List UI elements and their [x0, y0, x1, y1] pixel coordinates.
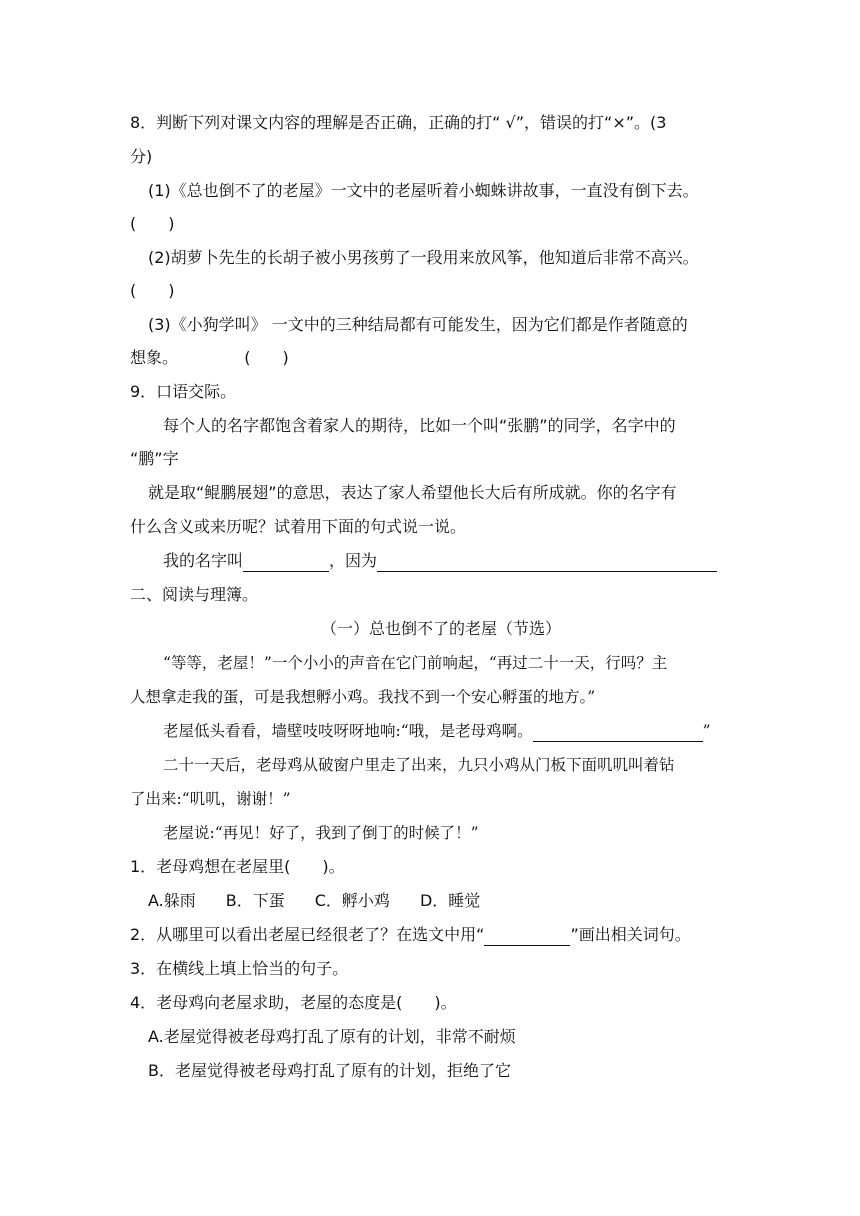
q8-line2: 分) — [130, 147, 153, 166]
section2-heading: 二、阅读与理簿。 — [130, 585, 259, 604]
option-a: A.躲雨 — [148, 891, 196, 910]
q8-item3-tail: 想象。 — [130, 348, 179, 367]
q9-title: 9．口语交际。 — [130, 382, 237, 401]
question-4-option-a: A.老屋觉得被老母鸡打乱了原有的计划，非常不耐烦 — [148, 1027, 516, 1046]
option-d: D．睡觉 — [419, 891, 481, 910]
reason-blank[interactable] — [377, 553, 717, 572]
q9-para-line2: “鹏”字 — [130, 449, 179, 468]
q8-item2: (2)胡萝卜先生的长胡子被小男孩剪了一段用来放风筝，他知道后非常不高兴。 — [148, 248, 699, 267]
q9-sentence-pattern — [163, 550, 717, 572]
name-blank[interactable] — [243, 553, 329, 572]
passage-title: （一）总也倒不了的老屋（节选） — [320, 619, 561, 638]
passage-p4: 老屋说:“再见！好了，我到了倒丁的时候了！” — [163, 824, 479, 842]
q8-item3-line2 — [130, 347, 289, 369]
passage-p2-close-quote: ” — [702, 722, 711, 740]
q8-item1-answer: ( ) — [130, 214, 175, 233]
question-1: 1．老母鸡想在老屋里( )。 — [130, 857, 345, 876]
q9-para-line4: 什么含义或来历呢？试着用下面的句式说一说。 — [130, 517, 467, 536]
question-2 — [130, 924, 691, 946]
question-2-underline-sample — [484, 927, 570, 946]
question-4-option-b: B．老屋觉得被老母鸡打乱了原有的计划，拒绝了它 — [148, 1061, 511, 1080]
q8-item2-answer: ( ) — [130, 281, 175, 300]
question-2-part2: ”画出相关词句。 — [570, 925, 691, 944]
question-2-part1: 2．从哪里可以看出老屋已经很老了？在选文中用“ — [130, 925, 485, 944]
question-4: 4．老母鸡向老屋求助，老屋的态度是( )。 — [130, 993, 457, 1012]
passage-fill-blank[interactable] — [533, 723, 703, 742]
q8-item1: (1)《总也倒不了的老屋》一文中的老屋听着小蜘蛛讲故事，一直没有倒下去。 — [148, 181, 699, 200]
passage-p1-line1: “等等，老屋！”一个小小的声音在它门前响起，“再过二十一天，行吗？主 — [163, 654, 668, 672]
q9-para-line1: 每个人的名字都饱含着家人的期待，比如一个叫“张鹏”的同学，名字中的 — [163, 416, 676, 435]
q8-line1: 8．判断下列对课文内容的理解是否正确，正确的打“ √”，错误的打“×”。(3 — [130, 113, 667, 132]
q9-para-line3: 就是取“鲲鹏展翅”的意思，表达了家人希望他长大后有所成就。你的名字有 — [148, 483, 677, 502]
q8-item3-answer: ( ) — [244, 348, 289, 367]
passage-p3-line2: 了出来:“叽叽，谢谢！” — [130, 790, 291, 808]
question-3: 3．在横线上填上恰当的句子。 — [130, 959, 349, 978]
option-c: C．孵小鸡 — [314, 891, 390, 910]
passage-p2-text: 老屋低头看看，墙壁吱吱呀呀地响:“哦，是老母鸡啊。 — [163, 722, 533, 740]
passage-p1-line2: 人想拿走我的蛋，可是我想孵小鸡。我找不到一个安心孵蛋的地方。” — [130, 688, 596, 706]
question-1-options — [148, 890, 480, 912]
option-b: B．下蛋 — [225, 891, 285, 910]
q9-pattern-part1: 我的名字叫 — [163, 551, 244, 570]
passage-p3-line1: 二十一天后，老母鸡从破窗户里走了出来，九只小鸡从门板下面叽叽叫着钻 — [163, 756, 675, 774]
q9-pattern-part2: ，因为 — [329, 551, 378, 570]
q8-item3: (3)《小狗学叫》 一文中的三种结局都有可能发生，因为它们都是作者随意的 — [148, 315, 688, 334]
passage-p2 — [163, 720, 711, 742]
